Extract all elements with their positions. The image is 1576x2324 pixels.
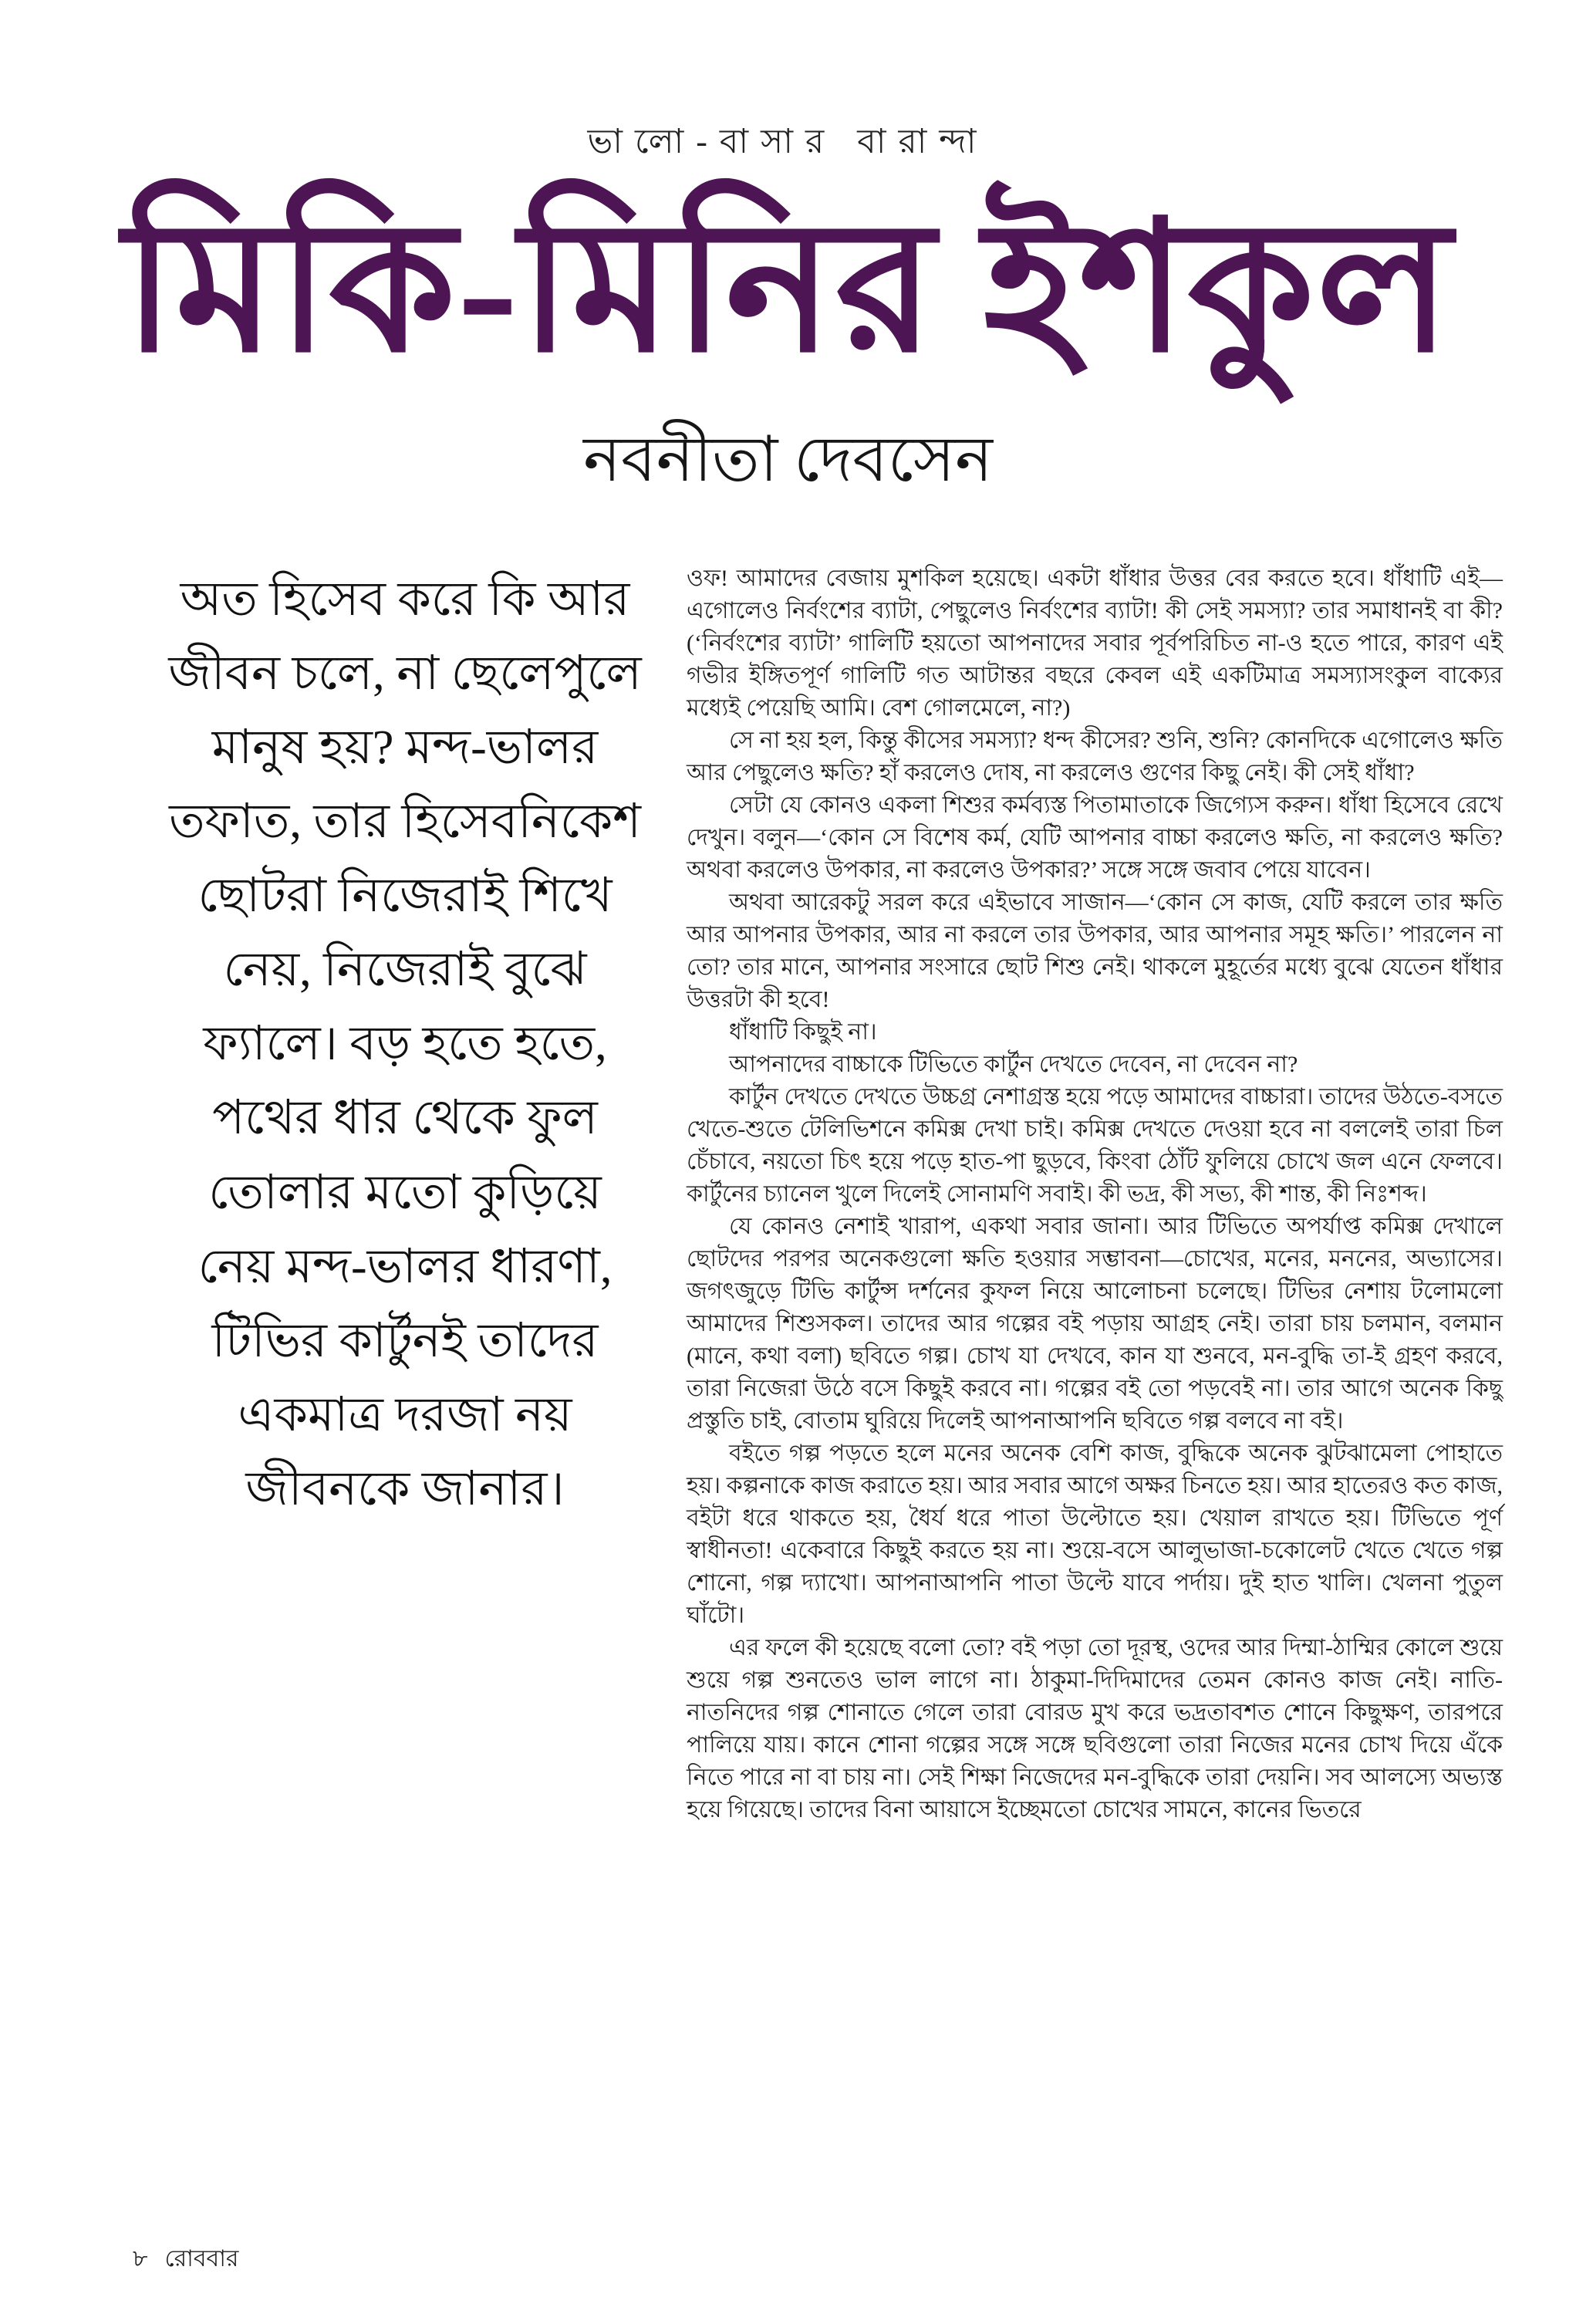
body-paragraph: সে না হয় হল, কিন্তু কীসের সমস্যা? ধন্দ কীসের? শুনি, শুনি? কোনদিকে এগোলেও ক্ষতি আর পেছুলেও ক্ষতি? হাঁ করলেও দোষ, না করলেও গুণের কিছু নেই। কী সেই ধাঁধা?	[687, 727, 1503, 785]
pull-quote: অত হিসেব করে কি আর জীবন চলে, না ছেলেপুলে মানুষ হয়? মন্দ-ভালর তফাত, তার হিসেবনিকেশ ছোটরা নিজেরাই শিখে নেয়, নিজেরাই বুঝে ফ্যালে। বড় হতে হতে, পথের ধার থেকে ফুল তোলার মতো কুড়িয়ে নেয় মন্দ-ভালর ধারণা, টিভির কার্টুনই তাদের একমাত্র দরজা নয় জীবনকে জানার।	[168, 573, 642, 1515]
body-paragraph: ধাঁধাটি কিছুই না।	[729, 1018, 877, 1045]
body-paragraph: কার্টুন দেখতে দেখতে উচ্চগ্র নেশাগ্রস্ত হয়ে পড়ে আমাদের বাচ্চারা। তাদের উঠতে-বসতে খেতে-শুতে টেলিভিশনে কমিক্স দেখা চাই। কমিক্স দেখতে দেওয়া হবে না বললেই তারা চিল চেঁচাবে, নয়তো চিৎ হয়ে পড়ে হাত-পা ছুড়বে, কিংবা ঠোঁট ফুলিয়ে চোখে জল এনে ফেলবে। কার্টুনের চ্যানেল খুলে দিলেই সোনামণি সবাই। কী ভদ্র, কী সভ্য, কী শান্ত, কী নিঃশব্দ।	[687, 1083, 1503, 1207]
author-byline: নবনীতা দেবসেন	[583, 424, 993, 495]
body-paragraph: অথবা আরেকটু সরল করে এইভাবে সাজান—‘কোন সে কাজ, যেটি করলে তার ক্ষতি আর আপনার উপকার, আর না করলে তার উপকার, আর আপনার সমূহ ক্ষতি।’ পারলেন না তো? তার মানে, আপনার সংসারে ছোট শিশু নেই। থাকলে মুহূর্তের মধ্যে বুঝে যেতেন ধাঁধার উত্তরটা কী হবে!	[687, 889, 1503, 1012]
body-paragraph: আপনাদের বাচ্চাকে টিভিতে কার্টুন দেখতে দেবেন, না দেবেন না?	[729, 1051, 1298, 1077]
article-columns	[166, 562, 1503, 1826]
article-body	[687, 562, 1503, 1826]
body-paragraph: ওফ! আমাদের বেজায় মুশকিল হয়েছে। একটা ধাঁধার উত্তর বের করতে হবে। ধাঁধাটি এই—এগোলেও নির্বংশের ব্যাটা, পেছুলেও নির্বংশের ব্যাটা! কী সেই সমস্যা? তার সমাধানই বা কী? (‘নির্বংশের ব্যাটা’ গালিটি হয়তো আপনাদের সবার পূর্বপরিচিত না-ও হতে পারে, কারণ এই গভীর ইঙ্গিতপূর্ণ গালিটি গত আটান্তর বছরে কেবল এই একটিমাত্র সমস্যাসংকুল বাক্যের মধ্যেই পেয়েছি আমি। বেশ গোলমেলে, না?)	[687, 565, 1503, 721]
page-footer	[133, 2240, 238, 2279]
body-paragraph: বইতে গল্প পড়তে হলে মনের অনেক বেশি কাজ, বুদ্ধিকে অনেক ঝুটঝামেলা পোহাতে হয়। কল্পনাকে কাজ করাতে হয়। আর সবার আগে অক্ষর চিনতে হয়। আর হাতেরও কত কাজ, বইটা ধরে থাকতে হয়, ধৈর্য ধরে পাতা উল্টোতে হয়। খেয়াল রাখতে হয়। টিভিতে পূর্ণ স্বাধীনতা! একেবারে কিছুই করতে হয় না। শুয়ে-বসে আলুভাজা-চকোলেট খেতে খেতে গল্প শোনো, গল্প দ্যাখো। আপনাআপনি পাতা উল্টে যাবে পর্দায়। দুই হাত খালি। খেলনা পুতুল ঘাঁটো।	[687, 1440, 1503, 1628]
section-kicker: ভালো-বাসার বারান্দা	[587, 123, 989, 160]
body-paragraph: যে কোনও নেশাই খারাপ, একথা সবার জানা। আর টিভিতে অপর্যাপ্ত কমিক্স দেখালে ছোটদের পরপর অনেকগুলো ক্ষতি হওয়ার সম্ভাবনা—চোখের, মনের, মননের, অভ্যাসের। জগৎজুড়ে টিভি কার্টুন্স দর্শনের কুফল নিয়ে আলোচনা চলেছে। টিভির নেশায় টলোমলো আমাদের শিশুসকল। তাদের আর গল্পের বই পড়ায় আগ্রহ নেই। তারা চায় চলমান, বলমান (মানে, কথা বলা) ছবিতে গল্প। চোখ যা দেখবে, কান যা শুনবে, মন-বুদ্ধি তা-ই গ্রহণ করবে, তারা নিজেরা উঠে বসে কিছুই করবে না। গল্পের বই তো পড়বেই না। তার আগে অনেক কিছু প্রস্তুতি চাই, বোতাম ঘুরিয়ে দিলেই আপনাআপনি ছবিতে গল্প বলবে না বই।	[687, 1213, 1503, 1434]
magazine-name: রোববার	[164, 2246, 239, 2272]
page-number: ৮	[133, 2246, 148, 2272]
article-title: মিকি-মিনির ইশকুল	[123, 188, 1453, 389]
pull-quote-column	[166, 562, 644, 1526]
body-paragraph: এর ফলে কী হয়েছে বলো তো? বই পড়া তো দূরস্থ, ওদের আর দিম্মা-ঠাম্মির কোলে শুয়ে শুয়ে গল্প শুনতেও ভাল লাগে না। ঠাকুমা-দিদিমাদের তেমন কোনও কাজ নেই। নাতি-নাতনিদের গল্প শোনাতে গেলে তারা বোরড মুখ করে ভদ্রতাবশত শোনে কিছুক্ষণ, তারপরে পালিয়ে যায়। কানে শোনা গল্পের সঙ্গে সঙ্গে ছবিগুলো তারা নিজের মনের চোখ দিয়ে এঁকে নিতে পারে না বা চায় না। সেই শিক্ষা নিজেদের মন-বুদ্ধিকে তারা দেয়নি। সব আলস্যে অভ্যস্ত হয়ে গিয়েছে। তাদের বিনা আয়াসে ইচ্ছেমতো চোখের সামনে, কানের ভিতরে	[687, 1634, 1503, 1822]
masthead	[0, 0, 1576, 516]
body-paragraph: সেটা যে কোনও একলা শিশুর কর্মব্যস্ত পিতামাতাকে জিগ্যেস করুন। ধাঁধা হিসেবে রেখে দেখুন। বলুন—‘কোন সে বিশেষ কর্ম, যেটি আপনার বাচ্চা করলেও ক্ষতি, না করলেও ক্ষতি? অথবা করলেও উপকার, না করলেও উপকার?’ সঙ্গে সঙ্গে জবাব পেয়ে যাবেন।	[687, 792, 1503, 883]
